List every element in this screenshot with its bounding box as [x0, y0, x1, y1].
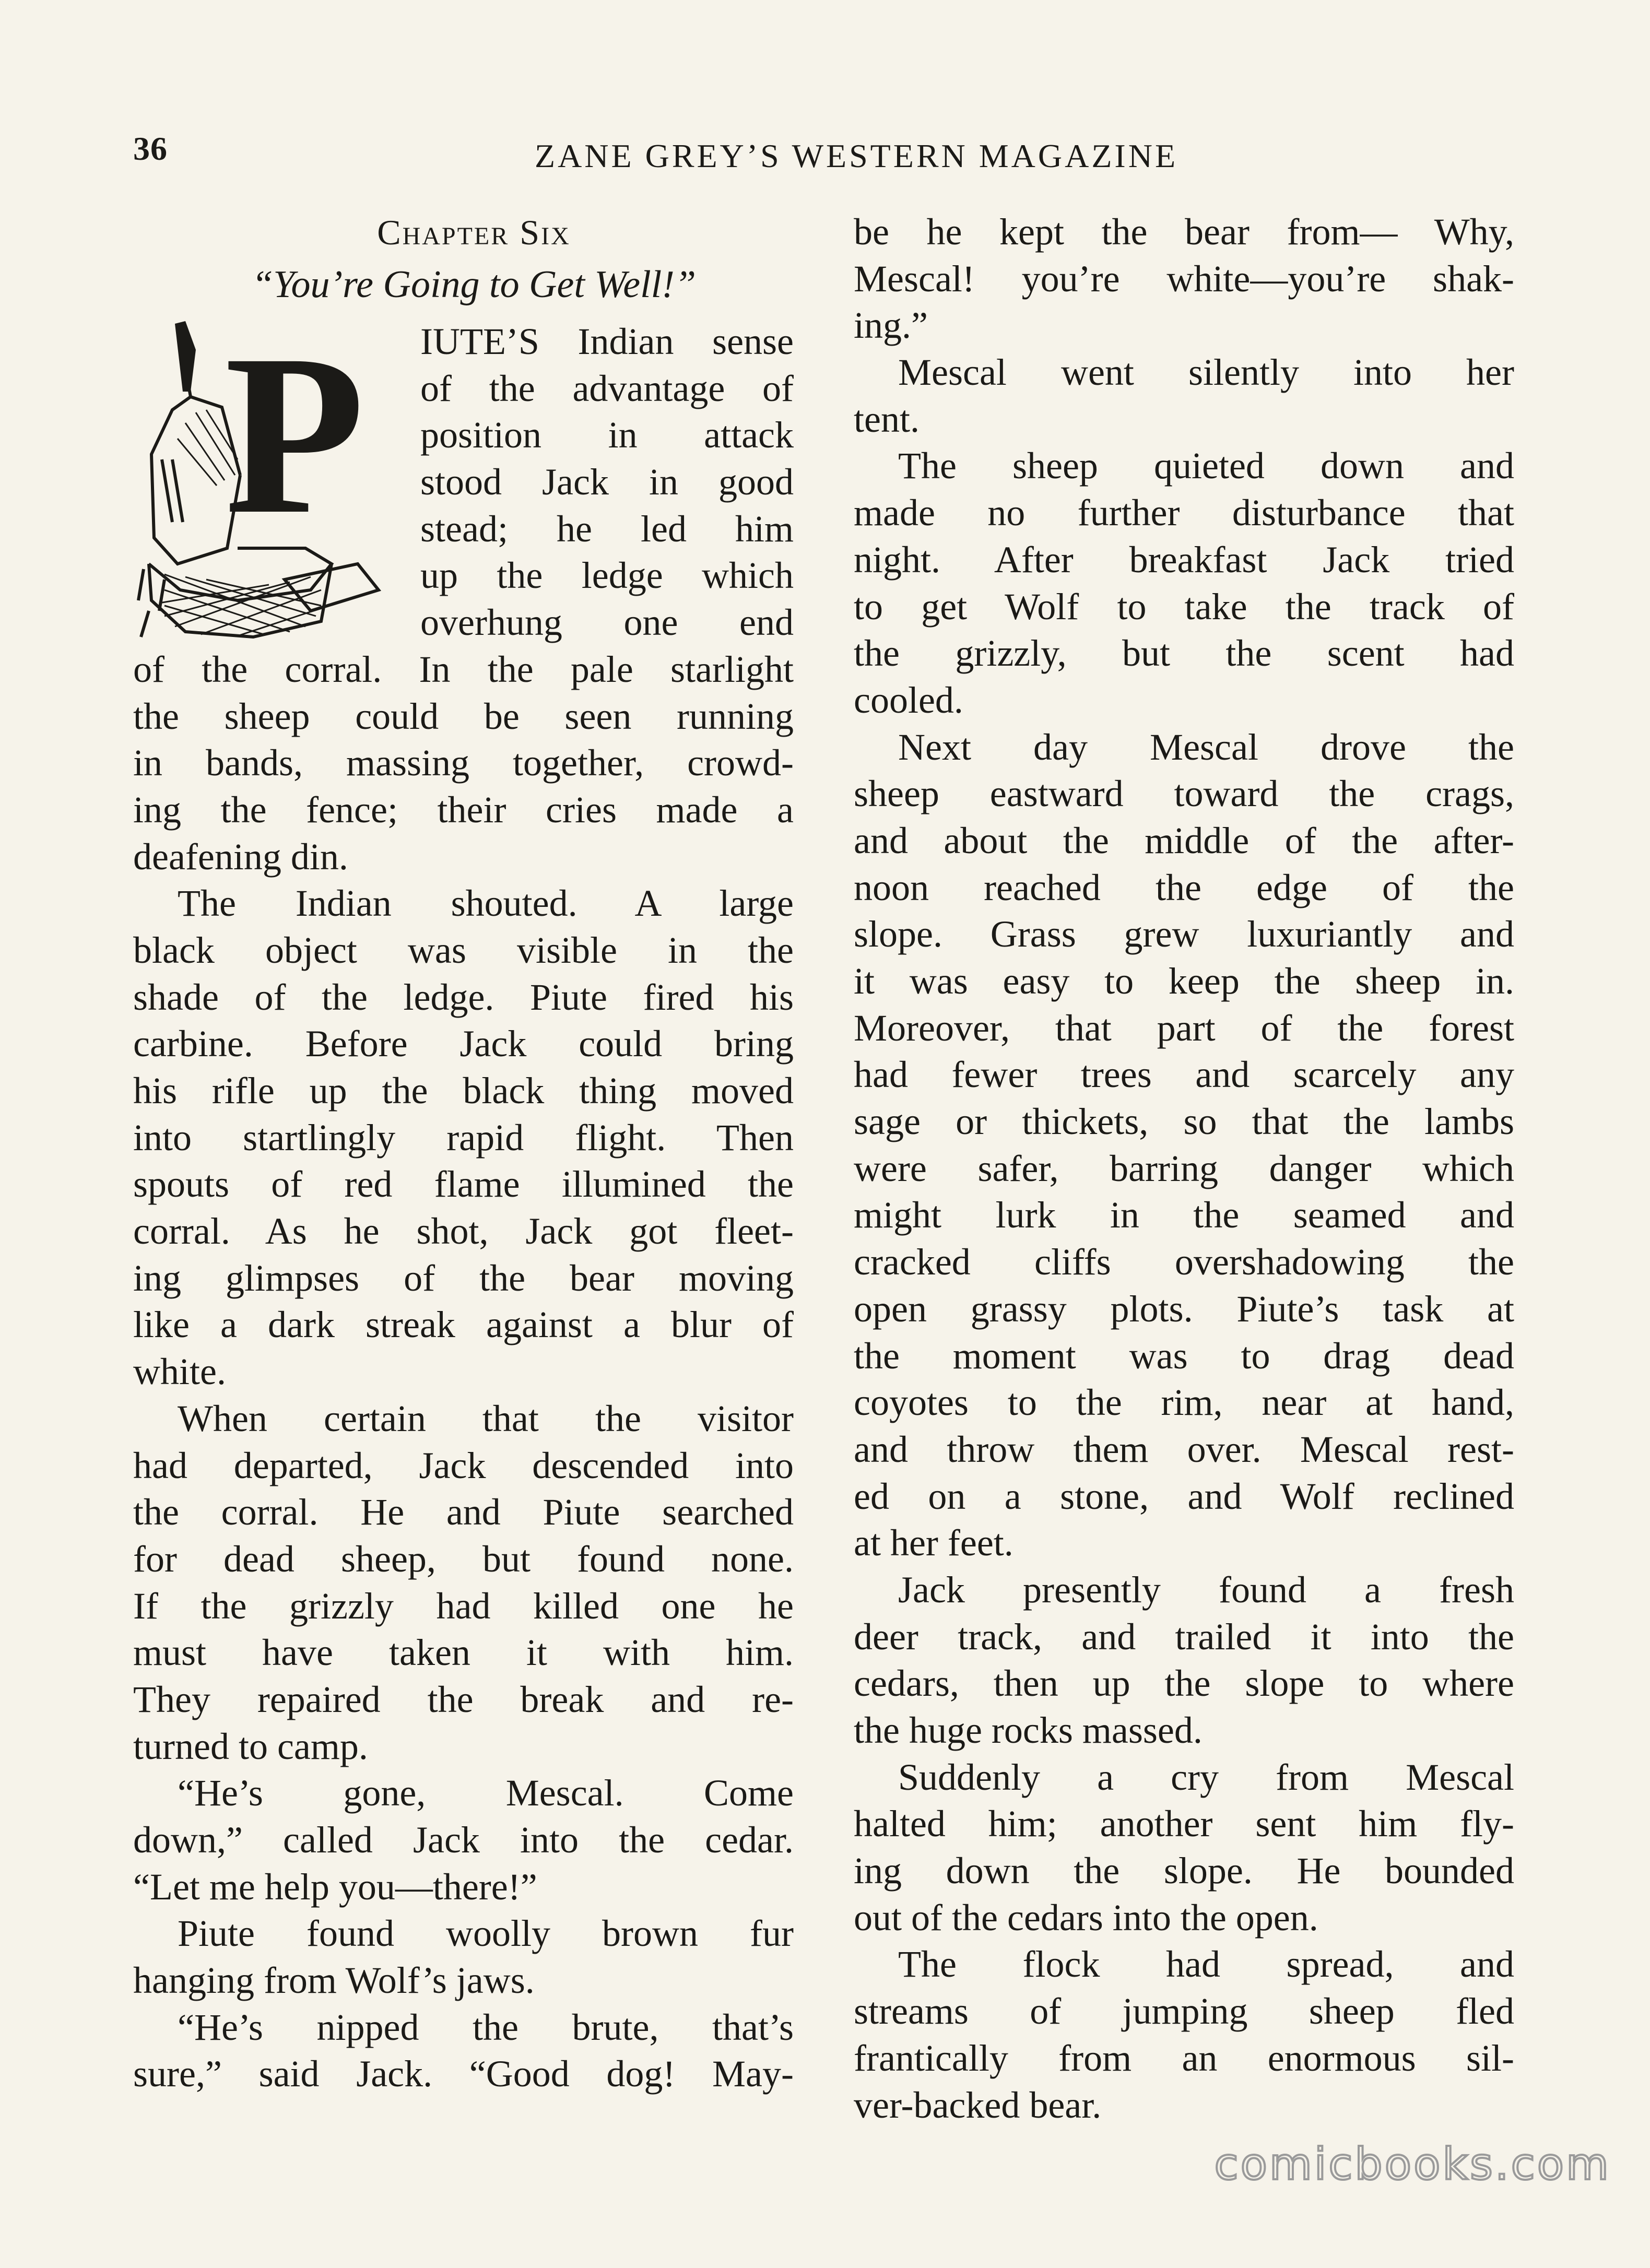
- running-head: ZANE GREY’S WESTERN MAGAZINE: [534, 137, 1178, 174]
- chapter-title: “You’re Going to Get Well!”: [251, 263, 697, 306]
- text-line: stood Jack in good: [420, 461, 794, 503]
- text-line: in bands, massing together, crowd-: [133, 742, 794, 784]
- text-line: deer track, and trailed it into the: [854, 1615, 1514, 1658]
- text-line: overhung one end: [420, 601, 794, 644]
- text-line: They repaired the break and re-: [133, 1678, 794, 1720]
- text-line: “Let me help you—there!”: [133, 1865, 537, 1908]
- text-line: coyotes to the rim, near at hand,: [854, 1381, 1514, 1424]
- right-column: [854, 209, 1514, 2129]
- text-line: like a dark streak against a blur of: [133, 1304, 794, 1346]
- text-line: his rifle up the black thing moved: [133, 1070, 794, 1112]
- text-line: ing glimpses of the bear moving: [133, 1257, 794, 1299]
- text-line: out of the cedars into the open.: [854, 1896, 1318, 1939]
- text-line: must have taken it with him.: [133, 1632, 794, 1674]
- text-line: ed on a stone, and Wolf reclined: [854, 1475, 1514, 1517]
- text-line: The Indian shouted. A large: [178, 882, 794, 925]
- text-line: streams of jumping sheep fled: [854, 1990, 1514, 2033]
- text-line: sure,” said Jack. “Good dog! May-: [133, 2053, 794, 2095]
- text-line: Mescal went silently into her: [898, 351, 1514, 394]
- text-line: position in attack: [420, 414, 794, 456]
- text-line: ing.”: [854, 304, 928, 347]
- text-line: Next day Mescal drove the: [898, 726, 1514, 768]
- text-line: Suddenly a cry from Mescal: [898, 1756, 1514, 1798]
- text-line: The sheep quieted down and: [898, 445, 1514, 487]
- text-line: the moment was to drag dead: [854, 1334, 1514, 1377]
- text-line: stead; he led him: [420, 507, 794, 550]
- drop-cap-illustration: [133, 318, 410, 642]
- text-line: ing the fence; their cries made a: [133, 788, 794, 831]
- text-line: cooled.: [854, 679, 963, 721]
- text-line: made no further disturbance that: [854, 492, 1514, 534]
- text-line: ver-backed bear.: [854, 2084, 1102, 2126]
- text-line: might lurk in the seamed and: [854, 1194, 1514, 1236]
- page-number: 36: [133, 130, 168, 167]
- text-line: of the corral. In the pale starlight: [133, 648, 794, 690]
- dropcap-paragraph: [133, 318, 794, 646]
- text-line: white.: [133, 1351, 226, 1393]
- text-line: halted him; another sent him fly-: [854, 1803, 1514, 1845]
- text-line: “He’s gone, Mescal. Come: [178, 1772, 794, 1814]
- text-line: Piute found woolly brown fur: [178, 1912, 794, 1955]
- text-line: spouts of red flame illumined the: [133, 1163, 794, 1206]
- text-line: tent.: [854, 398, 920, 440]
- text-line: open grassy plots. Piute’s task at: [854, 1287, 1514, 1330]
- text-line: hanging from Wolf’s jaws.: [133, 1959, 535, 2002]
- text-line: were safer, barring danger which: [854, 1147, 1514, 1189]
- text-line: IUTE’S Indian sense: [420, 321, 794, 362]
- text-line: and throw them over. Mescal rest-: [854, 1428, 1514, 1470]
- text-line: had departed, Jack descended into: [133, 1444, 794, 1486]
- text-line: the huge rocks massed.: [854, 1709, 1203, 1751]
- text-line: corral. As he shot, Jack got fleet-: [133, 1210, 794, 1253]
- text-line: deafening din.: [133, 835, 348, 878]
- text-line: of the advantage of: [420, 367, 794, 409]
- text-line: up the ledge which: [420, 554, 794, 597]
- text-line: “He’s nipped the brute, that’s: [178, 2006, 794, 2048]
- text-line: to get Wolf to take the track of: [854, 585, 1514, 628]
- text-line: frantically from an enormous sil-: [854, 2037, 1514, 2079]
- text-line: it was easy to keep the sheep in.: [854, 960, 1514, 1002]
- text-line: had fewer trees and scarcely any: [854, 1054, 1514, 1096]
- text-line: sheep eastward toward the crags,: [854, 773, 1514, 815]
- text-line: turned to camp.: [133, 1725, 368, 1767]
- text-line: for dead sheep, but found none.: [133, 1538, 794, 1580]
- text-line: and about the middle of the after-: [854, 819, 1514, 861]
- text-line: ing down the slope. He bounded: [854, 1850, 1514, 1892]
- text-line: The flock had spread, and: [898, 1943, 1514, 1986]
- text-line: Mescal! you’re white—you’re shak-: [854, 257, 1514, 300]
- text-line: down,” called Jack into the cedar.: [133, 1819, 794, 1861]
- text-line: When certain that the visitor: [178, 1397, 794, 1439]
- text-line: shade of the ledge. Piute fired his: [133, 976, 794, 1018]
- text-line: slope. Grass grew luxuriantly and: [854, 913, 1514, 955]
- chapter-number: Chapter Six: [377, 212, 571, 252]
- text-line: cedars, then up the slope to where: [854, 1662, 1514, 1705]
- text-line: the grizzly, but the scent had: [854, 632, 1514, 675]
- text-line: If the grizzly had killed one he: [133, 1585, 794, 1627]
- text-line: at her feet.: [854, 1522, 1013, 1564]
- text-line: Moreover, that part of the forest: [854, 1007, 1514, 1049]
- watermark: comicbooks.com: [1214, 2139, 1611, 2190]
- text-line: noon reached the edge of the: [854, 866, 1514, 908]
- text-line: cracked cliffs overshadowing the: [854, 1241, 1514, 1283]
- text-line: be he kept the bear from— Why,: [854, 211, 1514, 253]
- drop-cap-letter: P: [225, 318, 365, 562]
- text-line: night. After breakfast Jack tried: [854, 538, 1514, 581]
- text-line: black object was visible in the: [133, 929, 794, 971]
- left-column: [133, 209, 794, 2098]
- text-line: into startlingly rapid flight. Then: [133, 1116, 794, 1159]
- text-line: the corral. He and Piute searched: [133, 1491, 794, 1533]
- text-line: the sheep could be seen running: [133, 695, 794, 737]
- text-line: sage or thickets, so that the lambs: [854, 1101, 1514, 1143]
- text-line: Jack presently found a fresh: [898, 1568, 1514, 1611]
- text-line: carbine. Before Jack could bring: [133, 1023, 794, 1065]
